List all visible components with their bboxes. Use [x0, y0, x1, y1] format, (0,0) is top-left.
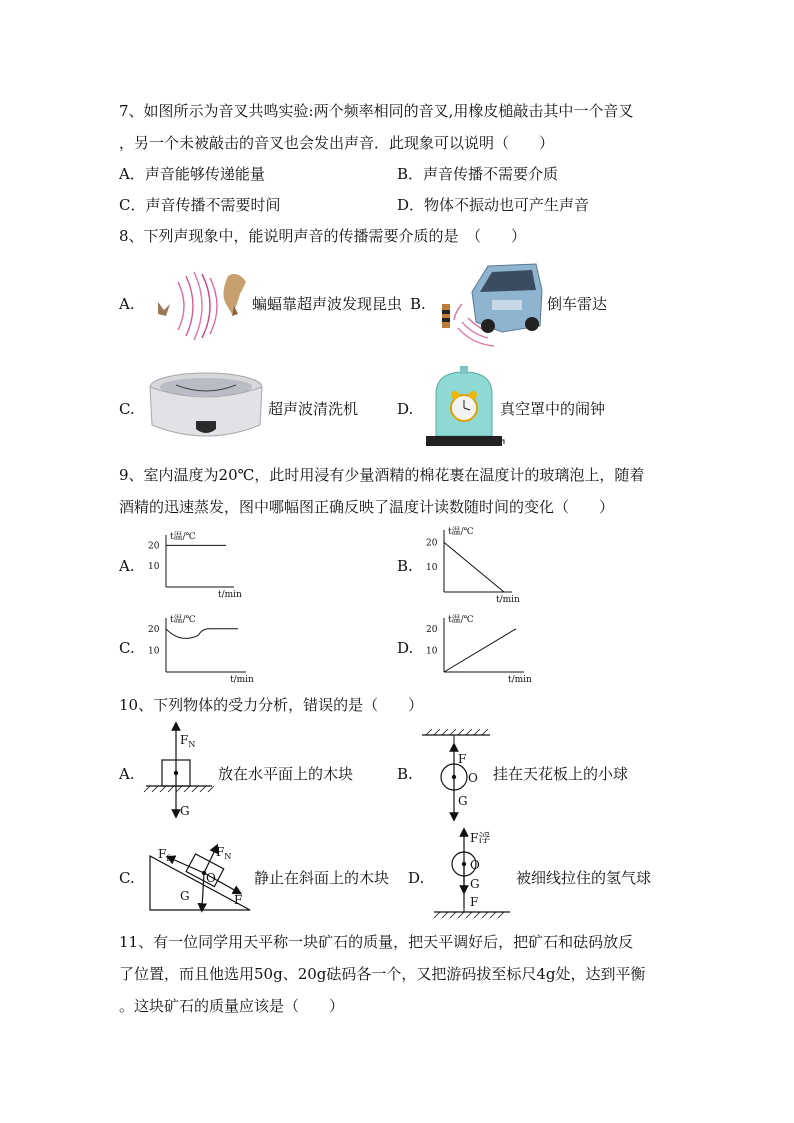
- label-g: G: [470, 877, 480, 891]
- q9-chart-b: [420, 522, 530, 604]
- q9-option-c-letter[interactable]: C.: [119, 639, 135, 657]
- tick-label-20: 20: [148, 624, 160, 635]
- q7-option-d[interactable]: D．物体不振动也可产生声音: [397, 196, 590, 214]
- q10-diagram-b-ball: [418, 725, 493, 825]
- q9-chart-d: [420, 610, 542, 684]
- bell-jar-clock-illustration: [424, 364, 504, 452]
- q8-option-c-letter[interactable]: C.: [119, 400, 135, 418]
- label-o: O: [468, 771, 478, 785]
- q10-diagram-c-incline: [146, 838, 256, 914]
- q10-option-b-letter[interactable]: B.: [397, 765, 413, 783]
- q10-diagram-d-balloon: [430, 826, 520, 922]
- q10-option-c-letter[interactable]: C.: [119, 869, 135, 887]
- q10-option-a-letter[interactable]: A.: [119, 765, 135, 783]
- q9-option-b-letter[interactable]: B.: [397, 557, 413, 575]
- q9-chart-c: [142, 610, 264, 684]
- label-g: G: [180, 804, 190, 818]
- label-o: O: [206, 871, 216, 885]
- x-axis-label: t/min: [508, 675, 532, 685]
- label-fn: $F_N$: [216, 845, 232, 861]
- y-axis-label: t温/℃: [170, 532, 196, 542]
- ultrasonic-cleaner-illustration: [146, 367, 266, 447]
- y-axis-label: t温/℃: [448, 615, 474, 625]
- y-axis-label: t温/℃: [448, 527, 474, 537]
- q7-option-c[interactable]: C．声音传播不需要时间: [119, 196, 281, 214]
- q9-option-a-letter[interactable]: A.: [119, 557, 135, 575]
- q8-option-b-letter[interactable]: B.: [410, 295, 426, 313]
- label-g: G: [458, 794, 468, 808]
- q10-option-c-text[interactable]: 静止在斜面上的木块: [254, 869, 390, 887]
- tick-label-20: 20: [426, 538, 438, 549]
- series-line-c: [166, 629, 238, 639]
- q10-option-a-text[interactable]: 放在水平面上的木块: [218, 765, 354, 783]
- q7-line1: 7、如图所示为音叉共鸣实验:两个频率相同的音叉,用橡皮槌敲击其中一个音叉: [119, 102, 634, 120]
- series-line-b: [444, 542, 504, 592]
- label-ff: $F_f$: [158, 847, 170, 863]
- x-axis-label: t/min: [218, 590, 242, 600]
- q11-line2: 了位置，而且他选用50g、20g砝码各一个，又把游码拔至标尺4g处，达到平衡: [119, 965, 646, 983]
- label-f: F: [458, 752, 467, 766]
- q8-option-a-letter[interactable]: A.: [119, 295, 135, 313]
- q10-stem: 10、下列物体的受力分析，错误的是（ ）: [119, 696, 424, 714]
- label-fbuoy: F浮: [470, 831, 491, 845]
- x-axis-label: t/min: [230, 675, 254, 685]
- q7-line2: ，另一个未被敲击的音叉也会发出声音．此现象可以说明（ ）: [119, 134, 555, 152]
- q10-option-d-text[interactable]: 被细线拉住的氢气球: [516, 869, 652, 887]
- q9-line1: 9、室内温度为20℃，此时用浸有少量酒精的棉花裹在温度计的玻璃泡上，随着: [119, 466, 645, 484]
- tick-label-10: 10: [426, 646, 438, 657]
- label-fn: $F_N$: [180, 733, 196, 749]
- series-line-d: [444, 629, 516, 672]
- q10-diagram-a-block: [142, 720, 217, 820]
- q8-stem: 8、下列声现象中，能说明声音的传播需要介质的是 （ ）: [119, 227, 527, 245]
- label-g: G: [180, 889, 190, 903]
- q11-line3: 。这块矿石的质量应该是（ ）: [119, 997, 345, 1015]
- q8-option-c-text[interactable]: 超声波清洗机: [268, 400, 359, 418]
- tick-label-20: 20: [148, 541, 160, 552]
- q9-line2: 酒精的迅速蒸发，图中哪幅图正确反映了温度计读数随时间的变化（ ）: [119, 498, 615, 516]
- label-f: F: [234, 893, 243, 907]
- tick-label-10: 10: [148, 562, 160, 573]
- q11-line1: 11、有一位同学用天平称一块矿石的质量，把天平调好后，把矿石和砝码放反: [119, 933, 634, 951]
- x-axis-label: t/min: [496, 595, 520, 605]
- reversing-car-illustration: [432, 260, 544, 350]
- q9-chart-a: [142, 527, 252, 599]
- q8-option-d-text[interactable]: 真空罩中的闹钟: [500, 400, 606, 418]
- y-axis-label: t温/℃: [170, 615, 196, 625]
- q7-option-a[interactable]: A．声音能够传递能量: [119, 165, 265, 183]
- label-o: O: [470, 858, 480, 872]
- q8-option-d-letter[interactable]: D.: [397, 400, 414, 418]
- q10-option-d-letter[interactable]: D.: [408, 869, 425, 887]
- q8-option-b-text[interactable]: 倒车雷达: [547, 295, 608, 313]
- q10-option-b-text[interactable]: 挂在天花板上的小球: [493, 765, 629, 783]
- tick-label-10: 10: [148, 646, 160, 657]
- q7-option-b[interactable]: B．声音传播不需要介质: [397, 165, 559, 183]
- tick-label-20: 20: [426, 624, 438, 635]
- q8-option-a-text[interactable]: 蝙蝠靠超声波发现昆虫: [252, 295, 403, 313]
- bat-sound-illustration: [150, 264, 250, 349]
- label-f: F: [470, 895, 479, 909]
- q9-option-d-letter[interactable]: D.: [397, 639, 414, 657]
- tick-label-10: 10: [426, 563, 438, 574]
